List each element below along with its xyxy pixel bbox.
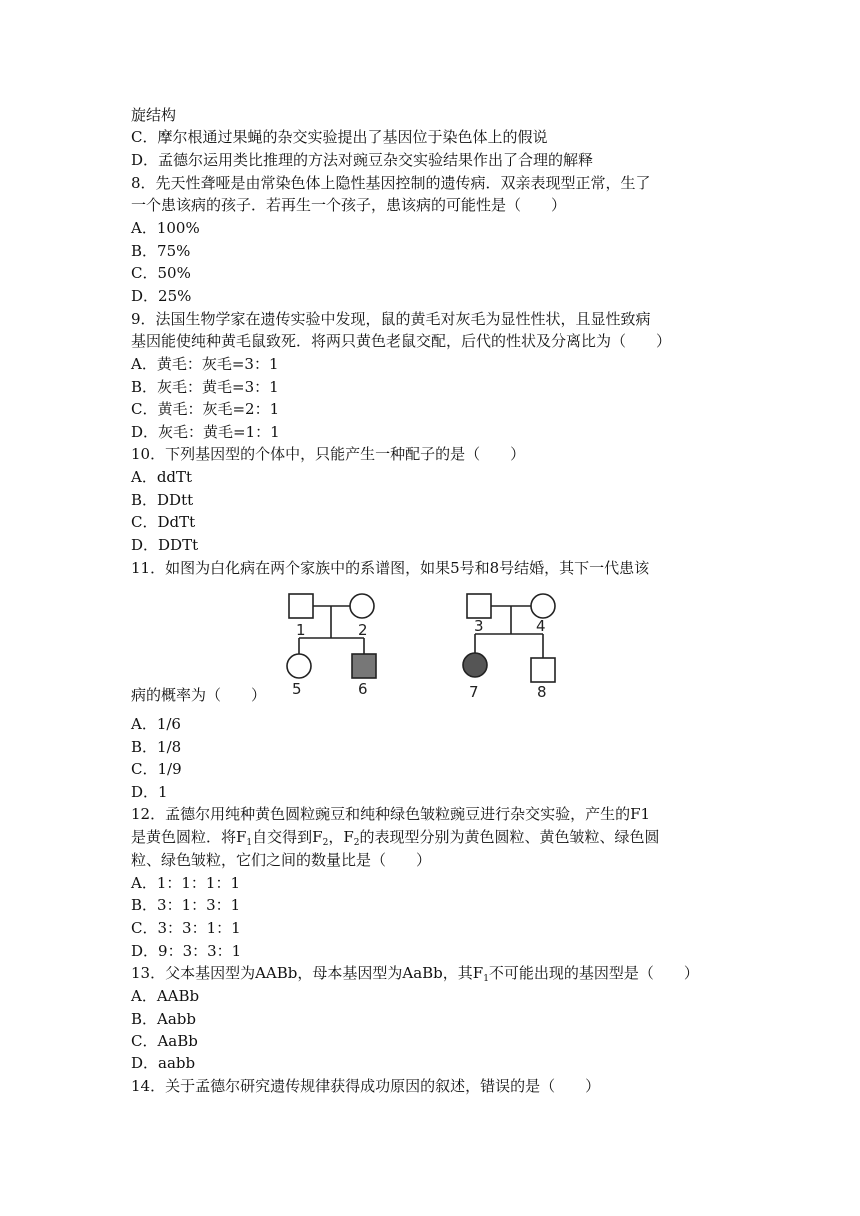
- q9-option-c: C．黄毛：灰毛=2：1: [131, 400, 280, 418]
- q8-stem-line2: 一个患该病的孩子．若再生一个孩子，患该病的可能性是（ ）: [131, 196, 567, 214]
- pedigree-individual-4: [531, 594, 555, 618]
- q8-option-c: C．50%: [131, 264, 191, 282]
- q9-option-a: A．黄毛：灰毛=3：1: [131, 355, 279, 373]
- q11-option-c: C．1/9: [131, 760, 182, 778]
- pedigree-label-3: 3: [474, 617, 484, 635]
- q11-option-a: A．1/6: [131, 715, 181, 733]
- q8-option-d: D．25%: [131, 287, 192, 305]
- pedigree-label-2: 2: [358, 621, 368, 639]
- q10-option-b: B．DDtt: [131, 491, 194, 509]
- subscript: 2: [353, 838, 360, 848]
- pedigree-label-5: 5: [292, 680, 302, 698]
- q14-stem: 14．关于孟德尔研究遗传规律获得成功原因的叙述，错误的是（ ）: [131, 1077, 601, 1095]
- q13-option-c: C．AaBb: [131, 1032, 198, 1050]
- pedigree-individual-3: [467, 594, 491, 618]
- q13-option-b: B．Aabb: [131, 1010, 197, 1028]
- q9-stem-line2: 基因能使纯种黄毛鼠致死．将两只黄色老鼠交配，后代的性状及分离比为（ ）: [131, 332, 672, 350]
- q12-stem-line3: 粒、绿色皱粒，它们之间的数量比是（ ）: [131, 851, 432, 869]
- q9-option-d: D．灰毛：黄毛=1：1: [131, 423, 280, 441]
- pedigree-individual-8: [531, 658, 555, 682]
- q12-text: 的表现型分别为黄色圆粒、黄色皱粒、绿色圆: [359, 828, 660, 846]
- q13-text: 不可能出现的基因型是（ ）: [488, 964, 699, 982]
- pedigree-label-8: 8: [537, 683, 547, 700]
- q13-option-a: A．AABb: [131, 987, 200, 1005]
- pedigree-label-7: 7: [469, 683, 479, 700]
- pedigree-individual-7-affected: [463, 653, 487, 677]
- q13-option-d: D．aabb: [131, 1054, 196, 1072]
- q7-option-c: C．摩尔根通过果蝇的杂交实验提出了基因位于染色体上的假说: [131, 128, 548, 146]
- q9-option-b: B．灰毛：黄毛=3：1: [131, 378, 279, 396]
- q12-text: 自交得到F: [252, 828, 323, 846]
- q11-stem-line1: 11．如图为白化病在两个家族中的系谱图，如果5号和8号结婚，其下一代患该: [131, 559, 650, 577]
- q11-option-b: B．1/8: [131, 738, 182, 756]
- q11-stem-line2: 病的概率为（ ）: [131, 686, 267, 704]
- q12-text: 是黄色圆粒．将F: [131, 828, 247, 846]
- q8-stem-line1: 8．先天性聋哑是由常染色体上隐性基因控制的遗传病．双亲表现型正常，生了: [131, 174, 651, 192]
- subscript: 2: [322, 838, 329, 848]
- text-line: 旋结构: [131, 106, 177, 124]
- q13-stem: [131, 962, 699, 990]
- q10-option-a: A．ddTt: [131, 468, 193, 486]
- q12-text: ，F: [328, 828, 354, 846]
- q7-option-d: D．孟德尔运用类比推理的方法对豌豆杂交实验结果作出了合理的解释: [131, 151, 594, 169]
- q10-option-d: D．DDTt: [131, 536, 199, 554]
- pedigree-label-1: 1: [296, 621, 306, 639]
- q8-option-b: B．75%: [131, 242, 191, 260]
- q10-option-c: C．DdTt: [131, 513, 196, 531]
- pedigree-individual-1: [289, 594, 313, 618]
- subscript: 1: [483, 974, 489, 984]
- q10-stem: 10．下列基因型的个体中，只能产生一种配子的是（ ）: [131, 445, 526, 463]
- q13-text: 13．父本基因型为AABb，母本基因型为AaBb，其F: [131, 964, 484, 982]
- q9-stem-line1: 9．法国生物学家在遗传实验中发现，鼠的黄毛对灰毛为显性性状，且显性致病: [131, 310, 651, 328]
- pedigree-individual-6-affected: [352, 654, 376, 678]
- pedigree-individual-5: [287, 654, 311, 678]
- pedigree-individual-2: [350, 594, 374, 618]
- pedigree-label-6: 6: [358, 680, 368, 698]
- pedigree-chart: [279, 586, 569, 700]
- q12-option-c: C．3：3：1：1: [131, 919, 241, 937]
- pedigree-label-4: 4: [536, 617, 546, 635]
- q12-option-b: B．3：1：3：1: [131, 896, 241, 914]
- q8-option-a: A．100%: [131, 219, 200, 237]
- q12-option-d: D．9：3：3：1: [131, 942, 242, 960]
- q11-option-d: D．1: [131, 783, 168, 801]
- subscript: 1: [246, 838, 253, 848]
- q12-stem-line1: 12．孟德尔用纯种黄色圆粒豌豆和纯种绿色皱粒豌豆进行杂交实验，产生的F1: [131, 805, 651, 823]
- q12-option-a: A．1：1：1：1: [131, 874, 241, 892]
